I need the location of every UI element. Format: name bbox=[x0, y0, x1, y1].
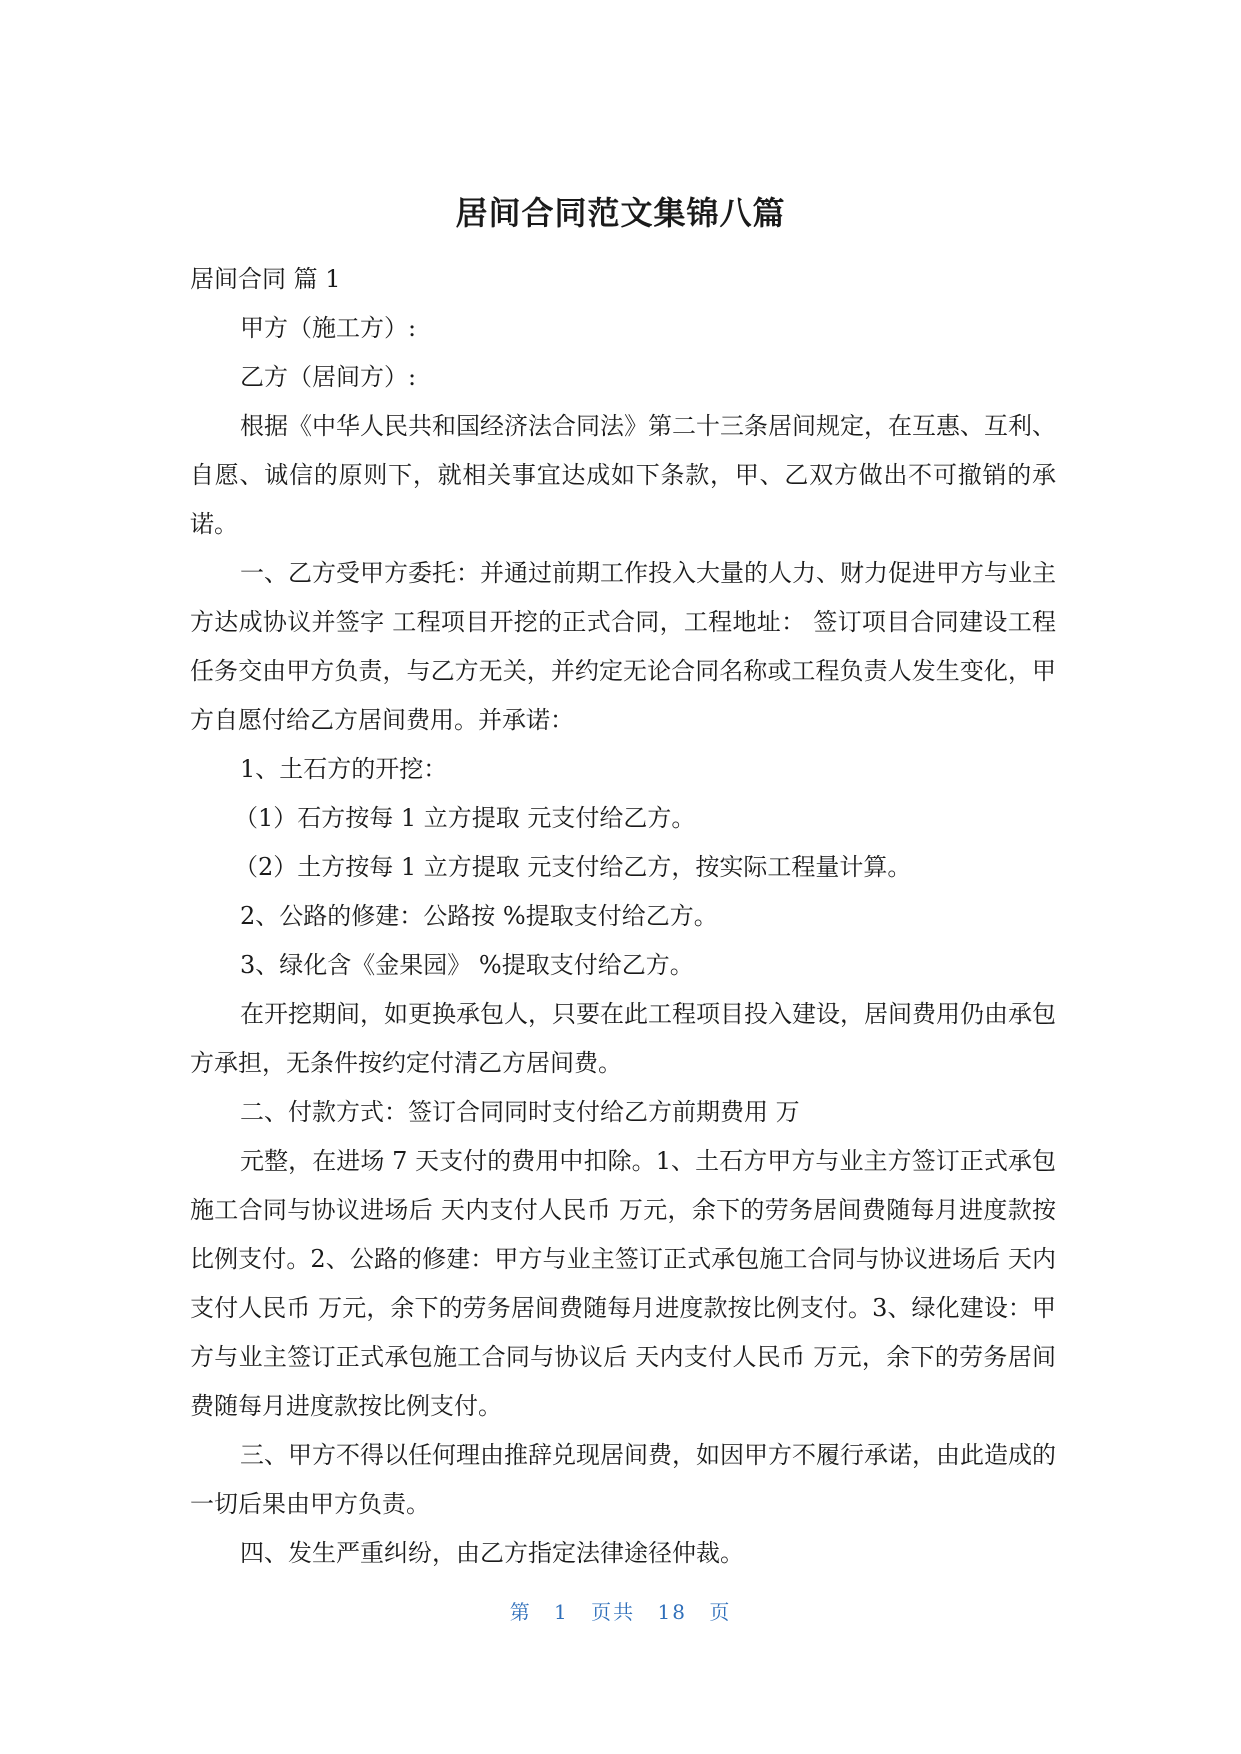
subitem-soil: （2）土方按每 1 立方提取 元支付给乙方，按实际工程量计算。 bbox=[234, 853, 912, 881]
preamble-paragraph: 根据《中华人民共和国经济法合同法》第二十三条居间规定，在互惠、互利、自愿、诚信的原则下，就相关事宜达成如下条款，甲、乙双方做出不可撤销的承诺。 bbox=[190, 412, 1056, 538]
item-earthwork: 1、土石方的开挖： bbox=[240, 755, 448, 783]
item-greening: 3、绿化含《金果园》 %提取支付给乙方。 bbox=[240, 951, 694, 979]
footer-current-page: 1 bbox=[554, 1600, 569, 1624]
clause-three-paragraph: 三、甲方不得以任何理由推辞兑现居间费，如因甲方不履行承诺，由此造成的一切后果由甲方负责。 bbox=[190, 1441, 1056, 1518]
item-road: 2、公路的修建：公路按 %提取支付给乙方。 bbox=[240, 902, 718, 930]
clause-two-heading: 二、付款方式：签订合同同时支付给乙方前期费用 万 bbox=[240, 1098, 800, 1126]
document-body bbox=[190, 255, 1056, 1578]
contractor-change-paragraph: 在开挖期间，如更换承包人，只要在此工程项目投入建设，居间费用仍由承包方承担，无条件按约定付清乙方居间费。 bbox=[190, 1000, 1056, 1077]
page-footer bbox=[0, 1596, 1241, 1625]
footer-label-last: 页 bbox=[709, 1600, 732, 1624]
party-b-line: 乙方（居间方）: bbox=[240, 363, 417, 391]
section-heading: 居间合同 篇 1 bbox=[190, 265, 341, 293]
party-a-line: 甲方（施工方）: bbox=[240, 314, 417, 342]
footer-label-first: 第 bbox=[509, 1600, 532, 1624]
subitem-stone: （1）石方按每 1 立方提取 元支付给乙方。 bbox=[234, 804, 696, 832]
footer-total-pages: 18 bbox=[657, 1600, 687, 1624]
clause-four-paragraph: 四、发生严重纠纷，由乙方指定法律途径仲裁。 bbox=[240, 1539, 744, 1567]
footer-label-mid: 页共 bbox=[591, 1600, 636, 1624]
payment-details-paragraph: 元整，在进场 7 天支付的费用中扣除。1、土石方甲方与业主方签订正式承包施工合同与协议进场后 天内支付人民币 万元，余下的劳务居间费随每月进度款按比例支付。2、公路的修建：甲方与业主签订正式承包施工合同与协议进场后 天内支付人民币 万元，余下的劳务居间费随每月进度款按比例支付。3、绿化建设：甲方与业主签订正式承包施工合同与协议后 天内支付人民币 万元，余下的劳务居间费随每月进度款按比例支付。 bbox=[190, 1147, 1056, 1420]
clause-one-paragraph: 一、乙方受甲方委托：并通过前期工作投入大量的人力、财力促进甲方与业主方达成协议并签字 工程项目开挖的正式合同，工程地址： 签订项目合同建设工程任务交由甲方负责，与乙方无关，并约定无论合同名称或工程负责人发生变化，甲方自愿付给乙方居间费用。并承诺： bbox=[190, 559, 1056, 734]
document-title: 居间合同范文集锦八篇 bbox=[455, 194, 786, 232]
